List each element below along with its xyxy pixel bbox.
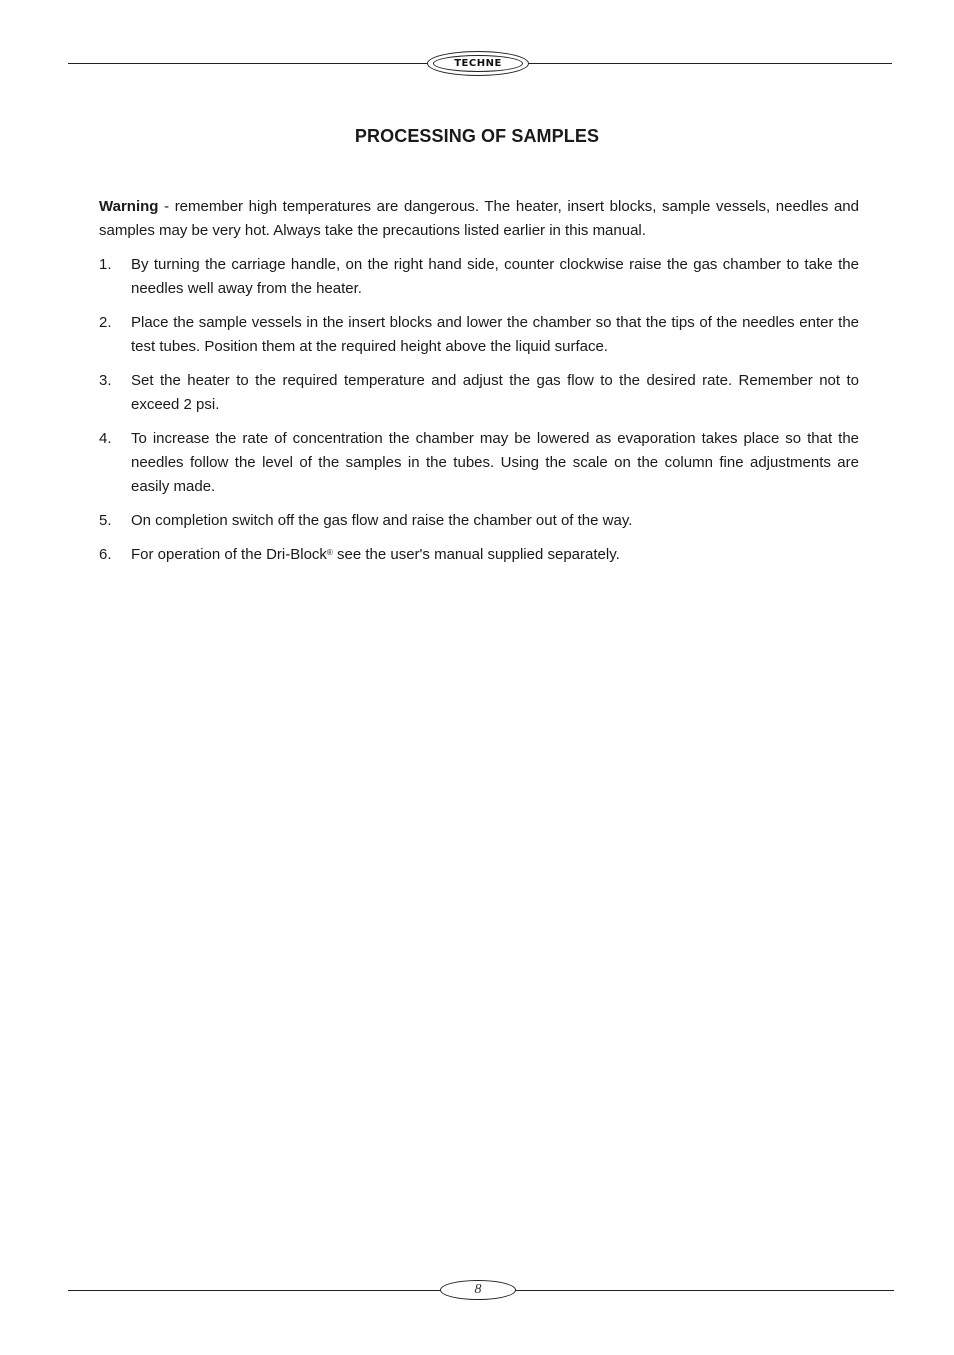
step-number: 3. [99,372,112,389]
steps-list [99,253,859,567]
step-text-after: see the user's manual supplied separately. [332,546,620,563]
step-text: On completion switch off the gas flow and raise the chamber out of the way. [131,512,633,529]
step-text: Set the heater to the required temperature and adjust the gas flow to the desired rate. Remember not to exceed 2 psi. [131,372,859,413]
document-body [99,195,859,577]
step-text: By turning the carriage handle, on the right hand side, counter clockwise raise the gas chamber to take the needles well away from the heater. [131,256,859,297]
step-number: 6. [99,546,112,563]
list-item [99,543,859,567]
list-item [99,311,859,359]
step-number: 1. [99,256,112,273]
list-item [99,369,859,417]
page-title: PROCESSING OF SAMPLES [354,126,600,146]
step-text: Place the sample vessels in the insert blocks and lower the chamber so that the tips of the needles enter the test tubes. Position them at the required height above the liquid surface. [131,314,859,355]
step-text-before: For operation of the Dri-Block [131,546,327,563]
step-text: To increase the rate of concentration the chamber may be lowered as evaporation takes place so that the needles follow the level of the samples in the tubes. Using the scale on the column fine adjustments are easily made. [131,430,859,495]
warning-text: - remember high temperatures are dangerous. The heater, insert blocks, sample vessels, needles and samples may be very hot. Always take the precautions listed earlier in this manual. [99,198,859,239]
warning-label: Warning [99,198,159,215]
logo-text: TECHNE [433,55,523,72]
step-number: 5. [99,512,112,529]
registered-mark: ® [326,548,333,557]
warning-paragraph [99,195,859,243]
list-item [99,253,859,301]
step-number: 4. [99,430,112,447]
list-item [99,509,859,533]
techne-logo [427,51,529,76]
list-item [99,427,859,499]
page-number: 8 [440,1280,516,1300]
step-number: 2. [99,314,112,331]
step-text [131,543,859,567]
